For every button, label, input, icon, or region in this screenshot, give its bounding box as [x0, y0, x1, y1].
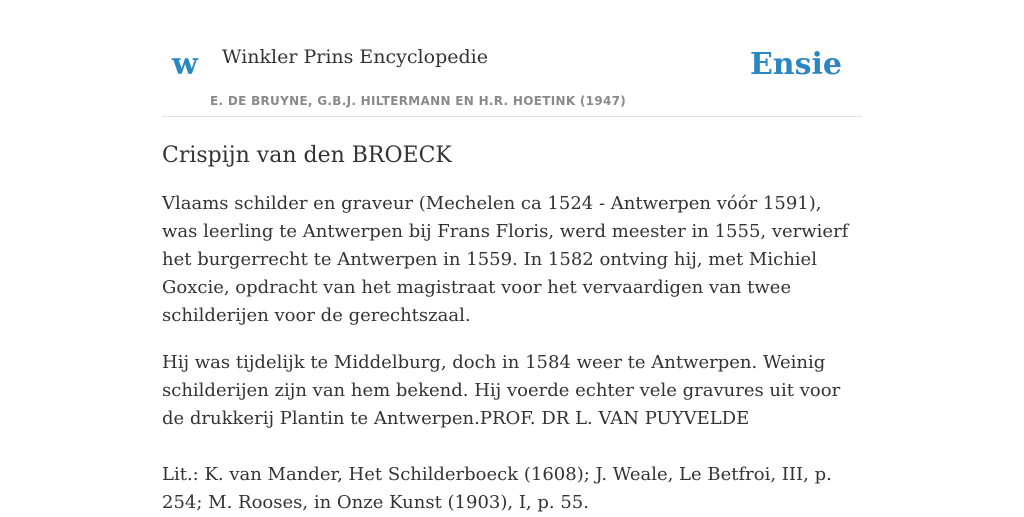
article-title: Crispijn van den BROECK — [162, 143, 452, 168]
logo-w-icon[interactable]: w — [172, 47, 198, 82]
header — [162, 0, 862, 117]
article-paragraph: Hij was tijdelijk te Middelburg, doch in 1584 weer te Antwerpen. Weinig schilderijen zijn van hem bekend. Hij voerde echter vele gravures uit voor de drukkerij Plantin te Antwerpen.PROF. DR L. VAN PUYVELDE — [162, 352, 841, 429]
publication-authors: E. DE BRUYNE, G.B.J. HILTERMANN EN H.R. HOETINK (1947) — [210, 94, 627, 108]
page — [162, 0, 862, 517]
publication-title[interactable]: Winkler Prins Encyclopedie — [222, 46, 488, 68]
article-paragraph: Vlaams schilder en graveur (Mechelen ca 1524 - Antwerpen vóór 1591), was leerling te Antwerpen bij Frans Floris, werd meester in 1555, verwierf het burgerrecht te Antwerpen in 1559. In 1582 ontving hij, met Michiel Goxcie, opdracht van het magistraat voor het vervaardigen van twee schilderijen voor de gerechtszaal. — [162, 193, 849, 326]
ensie-logo[interactable]: Ensie — [749, 47, 842, 82]
literature-reference: Lit.: K. van Mander, Het Schilderboeck (1608); J. Weale, Le Betfroi, III, p. 254; M. Rooses, in Onze Kunst (1903), I, p. 55. — [162, 464, 832, 513]
